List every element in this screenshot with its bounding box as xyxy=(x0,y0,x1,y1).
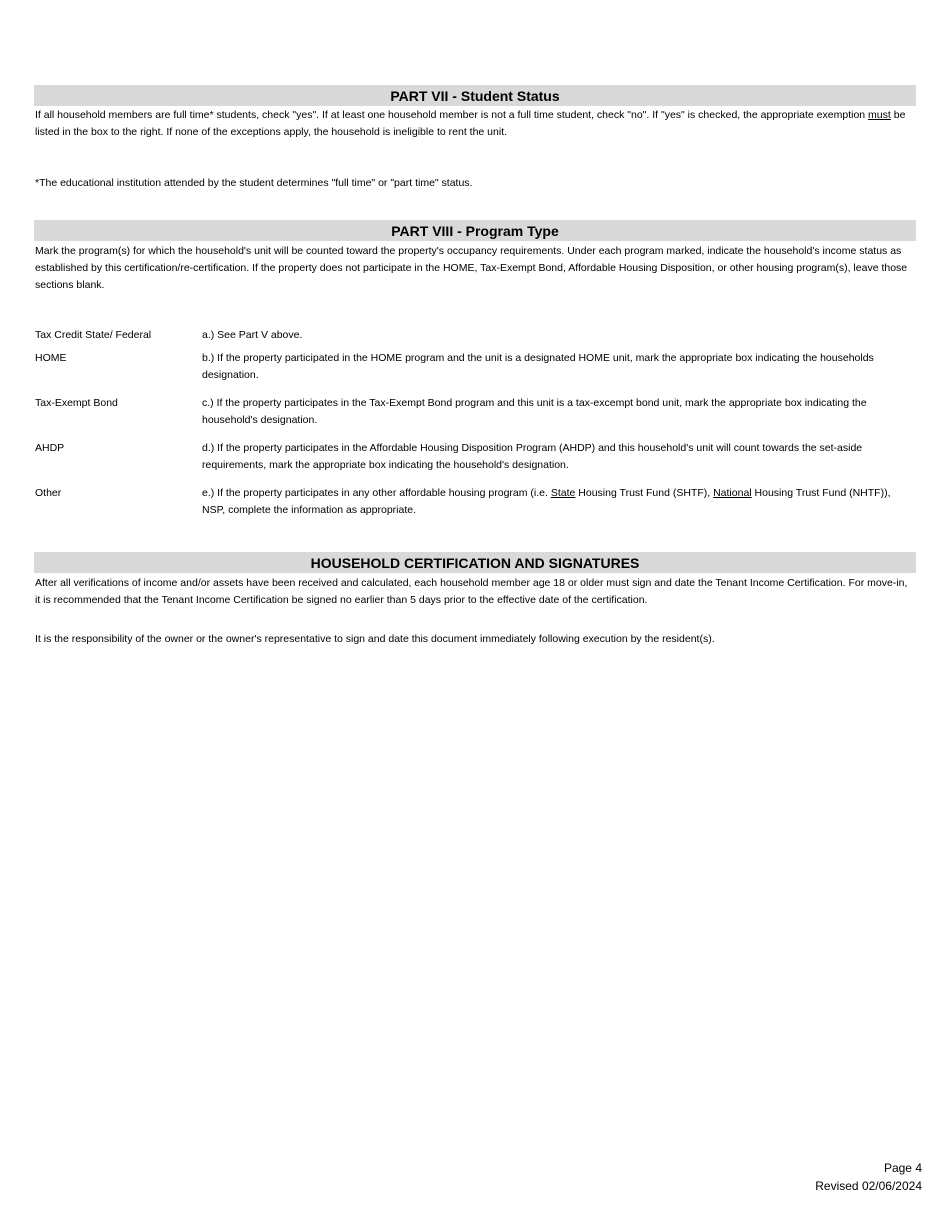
part-vii-footnote: *The educational institution attended by the student determines "full time" or "part time" status. xyxy=(35,177,473,189)
program-desc-other-c: Housing Trust Fund (NHTF)), NSP, complete the information as appropriate. xyxy=(202,487,891,516)
program-desc-tax-credit: a.) See Part V above. xyxy=(202,329,303,341)
part-vii-header xyxy=(34,85,916,106)
page-number: Page 4 xyxy=(883,1161,922,1175)
page-footer xyxy=(815,1159,922,1195)
part-vii-instructions xyxy=(35,107,915,141)
program-desc-tax-exempt-bond: c.) If the property participates in the Tax-Exempt Bond program and this unit is a tax-excempt bond unit, mark the appropriate box indicating the household's designation. xyxy=(202,397,867,426)
signatures-header xyxy=(34,552,916,573)
program-desc-other-national: National xyxy=(713,487,752,499)
program-desc-other xyxy=(202,485,902,519)
signatures-para-1: After all verifications of income and/or assets have been received and calculated, each household member age 18 or older must sign and date the Tenant Income Certification. For move-in, it is recommended that the Tenant Income Certification be signed no earlier than 5 days prior to the effective date of the certification. xyxy=(35,577,908,606)
program-desc-ahdp: d.) If the property participates in the Affordable Housing Disposition Program (AHDP) and this household's unit will count towards the set-aside requirements, mark the appropriate box indicating the household's designation. xyxy=(202,442,863,471)
part-vii-title: PART VII - Student Status xyxy=(390,88,560,104)
program-desc-other-b: Housing Trust Fund (SHTF), xyxy=(575,487,714,499)
part-viii-header xyxy=(34,220,916,241)
program-label-ahdp: AHDP xyxy=(35,442,65,454)
part-vii-text-must: must xyxy=(868,109,891,121)
program-desc-other-state: State xyxy=(550,487,576,499)
revised-date: Revised 02/06/2024 xyxy=(815,1179,922,1193)
program-label-tax-credit: Tax Credit State/ Federal xyxy=(35,329,152,341)
part-vii-text-b: be listed in the box to the right. If none of the exceptions apply, the household is ineligible to rent the unit. xyxy=(35,109,906,138)
part-vii-text-a: If all household members are full time* students, check "yes". If at least one household member is not a full time student, check "no". If "yes" is checked, the appropriate exemption xyxy=(35,109,869,121)
program-desc-other-a: e.) If the property participates in any other affordable housing program (i.e. xyxy=(202,487,551,499)
program-desc-home: b.) If the property participated in the HOME program and the unit is a designated HOME unit, mark the appropriate box indicating the households designation. xyxy=(202,352,874,381)
program-label-other: Other xyxy=(35,487,62,499)
program-label-home: HOME xyxy=(35,352,67,364)
part-viii-title: PART VIII - Program Type xyxy=(391,223,559,239)
signatures-title: HOUSEHOLD CERTIFICATION AND SIGNATURES xyxy=(310,555,640,571)
signatures-para-2: It is the responsibility of the owner or the owner's representative to sign and date this document immediately following execution by the resident(s). xyxy=(35,633,715,645)
program-label-tax-exempt-bond: Tax-Exempt Bond xyxy=(35,397,118,409)
part-viii-intro: Mark the program(s) for which the household's unit will be counted toward the property's occupancy requirements. Under each program marked, indicate the household's income status as established by this certification/re-certification. If the property does not participate in the HOME, Tax-Exempt Bond, Affordable Housing Disposition, or other housing program(s), leave those sections blank. xyxy=(35,245,908,291)
